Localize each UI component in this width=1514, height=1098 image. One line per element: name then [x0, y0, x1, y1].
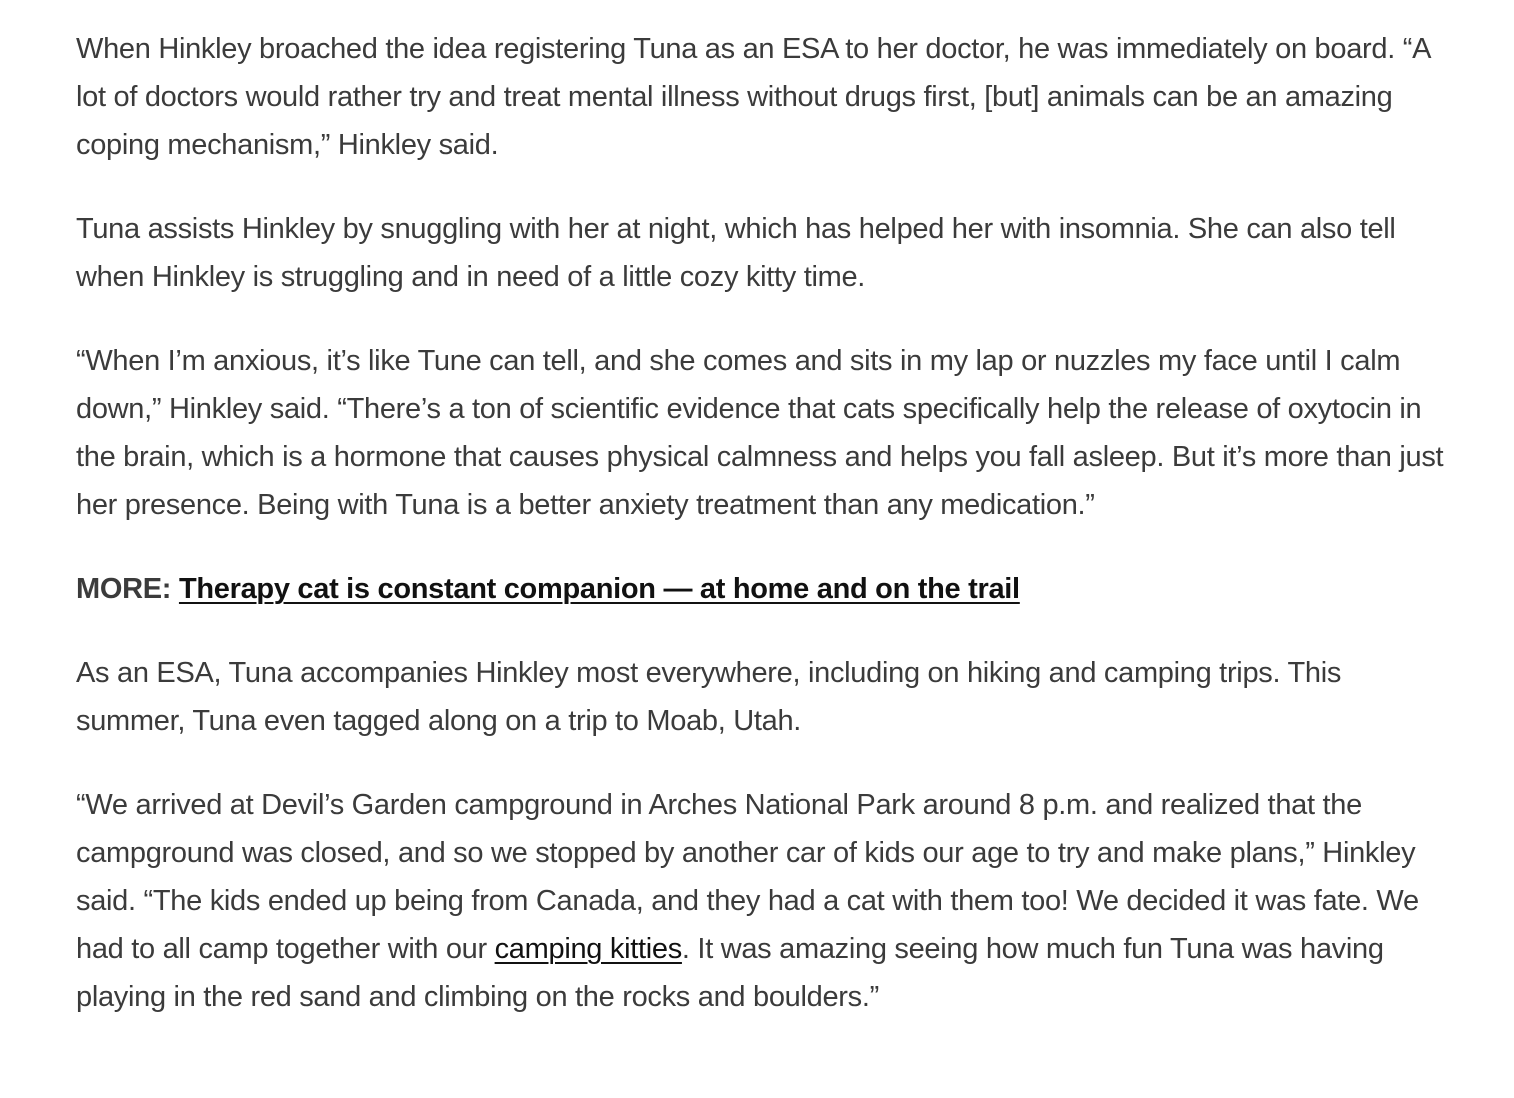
therapy-cat-link[interactable]: Therapy cat is constant companion — at home and on the trail — [178, 573, 1020, 605]
article-body — [76, 25, 1456, 1057]
paragraph-campground-quote — [76, 781, 1456, 1021]
paragraph-doctor: When Hinkley broached the idea registering Tuna as an ESA to her doctor, he was immediately on board. “A lot of doctors would rather try and treat mental illness without drugs first, [but] animals can be an amazing coping mechanism,” Hinkley said. — [76, 33, 1430, 161]
paragraph-snuggling: Tuna assists Hinkley by snuggling with her at night, which has helped her with insomnia. She can also tell when Hinkley is struggling and in need of a little cozy kitty time. — [76, 213, 1396, 293]
paragraph-anxiety-quote: “When I’m anxious, it’s like Tune can tell, and she comes and sits in my lap or nuzzles my face until I calm down,” Hinkley said. “There’s a ton of scientific evidence that cats specifically help the release of oxytocin in the brain, which is a hormone that causes physical calmness and helps you fall asleep. But it’s more than just her presence. Being with Tuna is a better anxiety treatment than any medication.” — [76, 345, 1444, 521]
more-related-link — [76, 565, 1456, 613]
paragraph-moab-trip: As an ESA, Tuna accompanies Hinkley most everywhere, including on hiking and camping trips. This summer, Tuna even tagged along on a trip to Moab, Utah. — [76, 657, 1342, 737]
campground-text-before: “We arrived at Devil’s Garden campground in Arches National Park around 8 p.m. and realized that the campground was closed, and so we stopped by another car of kids our age to try and make plans,” Hinkley said. “The kids ended up being from Canada, and they had a cat with them too! We decided it was fate. We had to all camp together with our — [76, 789, 1419, 965]
more-label: MORE: — [76, 573, 172, 605]
campground-text-after: . It was amazing seeing how much fun Tuna was having playing in the red sand and climbing on the rocks and boulders.” — [76, 933, 1384, 1013]
camping-kitties-link[interactable]: camping kitties — [494, 933, 682, 965]
